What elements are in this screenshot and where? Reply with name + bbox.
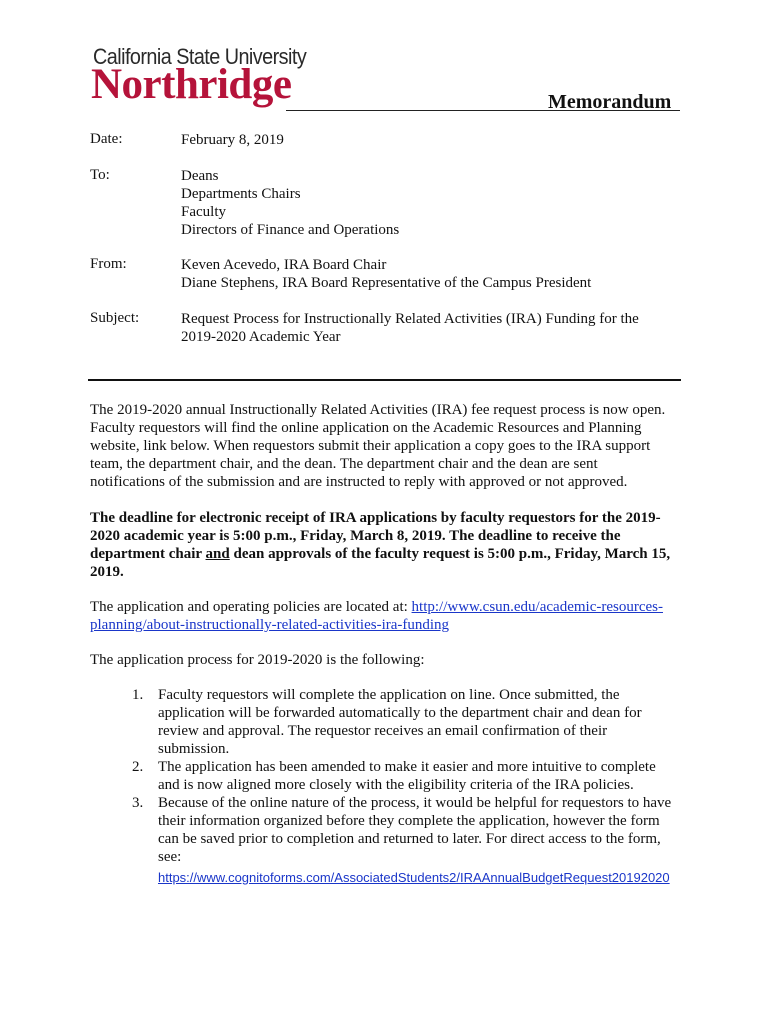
cognito-form-link[interactable]: https://www.cognitoforms.com/AssociatedStudents2/IRAAnnualBudgetRequest20192020 — [158, 870, 670, 885]
list-line: see: — [158, 849, 182, 865]
intro-paragraph — [90, 401, 680, 491]
deadline-line — [90, 545, 680, 563]
list-line: Faculty requestors will complete the application on line. Once submitted, the — [158, 687, 620, 703]
to-recipient: Deans — [181, 168, 219, 184]
subject-value — [181, 310, 639, 346]
deadline-line: 2019. — [90, 564, 124, 580]
deadline-line: The deadline for electronic receipt of IRA applications by faculty requestors for the 2019- — [90, 510, 661, 526]
intro-line: website, link below. When requestors submit their application a copy goes to the IRA support — [90, 438, 651, 454]
list-number: 2. — [132, 759, 144, 775]
campus-logo-name: Northridge — [91, 61, 292, 108]
intro-line: Faculty requestors will find the online application on the Academic Resources and Planning — [90, 420, 642, 436]
list-number: 1. — [132, 687, 144, 703]
to-recipients — [181, 167, 399, 239]
list-line: their information organized before they complete the application, however the form — [158, 813, 660, 829]
subject-line: 2019-2020 Academic Year — [181, 329, 341, 345]
from-senders — [181, 256, 591, 292]
from-sender: Keven Acevedo, IRA Board Chair — [181, 257, 387, 273]
process-intro: The application process for 2019-2020 is the following: — [90, 652, 425, 668]
list-line: Because of the online nature of the process, it would be helpful for requestors to have — [158, 795, 672, 811]
list-line: application will be forwarded automatically to the department chair and dean for — [158, 705, 642, 721]
policies-line — [90, 598, 680, 616]
list-number: 3. — [132, 795, 144, 811]
intro-line: The 2019-2020 annual Instructionally Related Activities (IRA) fee request process is now open. — [90, 402, 666, 418]
to-label: To: — [90, 167, 110, 183]
to-recipient: Faculty — [181, 204, 226, 220]
list-line: and is now aligned more closely with the eligibility criteria of the IRA policies. — [158, 777, 634, 793]
intro-line: notifications of the submission and are instructed to reply with approved or not approved. — [90, 474, 628, 490]
list-line: can be saved prior to completion and returned to later. For direct access to the form, — [158, 831, 661, 847]
policies-link-continued[interactable]: planning/about-instructionally-related-activities-ira-funding — [90, 617, 450, 633]
deadline-and-emphasis: and — [205, 546, 230, 562]
policies-paragraph — [90, 598, 680, 634]
from-sender: Diane Stephens, IRA Board Representative of the Campus President — [181, 275, 592, 291]
list-text — [158, 686, 678, 758]
date-value: February 8, 2019 — [181, 132, 284, 148]
intro-line: team, the department chair, and the dean. The department chair and the dean are sent — [90, 456, 598, 472]
list-line: The application has been amended to make it easier and more intuitive to complete — [158, 759, 656, 775]
list-line: review and approval. The requestor receives an email confirmation of their — [158, 723, 608, 739]
subject-label: Subject: — [90, 310, 140, 326]
list-line: submission. — [158, 741, 230, 757]
memorandum-title: Memorandum — [548, 91, 672, 113]
deadline-line: 2020 academic year is 5:00 p.m., Friday, March 8, 2019. The deadline to receive the — [90, 528, 621, 544]
to-recipient: Departments Chairs — [181, 186, 301, 202]
policies-line — [90, 616, 680, 634]
deadline-text: department chair — [90, 546, 206, 562]
section-divider — [88, 379, 681, 381]
header-rule — [286, 110, 680, 111]
from-label: From: — [90, 256, 127, 272]
to-recipient: Directors of Finance and Operations — [181, 222, 400, 238]
policies-link[interactable]: http://www.csun.edu/academic-resources- — [411, 599, 663, 615]
list-text — [158, 758, 678, 794]
university-logo-line: California State University — [93, 44, 307, 69]
deadline-text: dean approvals of the faculty request is 5:00 p.m., Friday, March 15, — [229, 546, 671, 562]
date-label: Date: — [90, 131, 123, 147]
policies-text: The application and operating policies are located at: — [90, 599, 412, 615]
list-text — [158, 794, 678, 887]
subject-line: Request Process for Instructionally Related Activities (IRA) Funding for the — [181, 311, 639, 327]
deadline-paragraph — [90, 509, 680, 581]
